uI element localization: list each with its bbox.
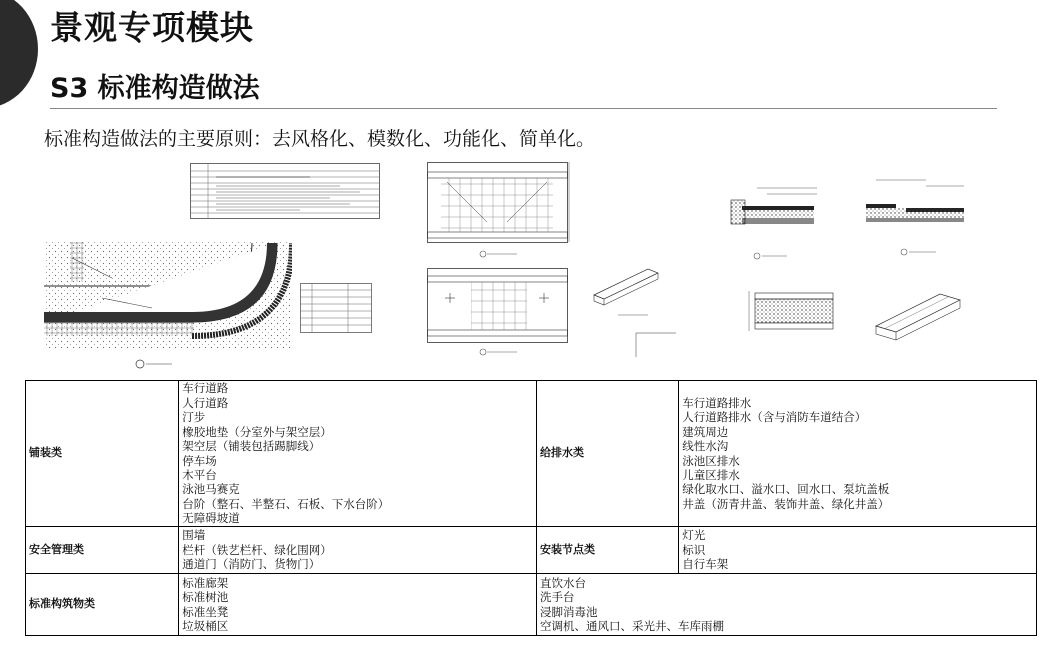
list-item: 通道门（消防门、货物门） (182, 557, 321, 572)
list-item: 绿化取水口、溢水口、回水口、泵坑盖板 (682, 482, 890, 497)
section-subtitle: S3 标准构造做法 (50, 73, 260, 104)
list-item: 车行道路排水 (682, 395, 752, 410)
category-cell: 标准构筑物类 (26, 574, 179, 636)
drawing-channel-detail (870, 282, 970, 364)
drawing-legend-table (300, 283, 372, 333)
list-item: 标准树池 (182, 590, 229, 605)
items-cell (179, 381, 537, 527)
list-item: 无障碍坡道 (182, 511, 240, 526)
corner-decoration (0, 0, 38, 108)
list-item: 栏杆（铁艺栏杆、绿化围网） (182, 542, 332, 557)
principle-text: 标准构造做法的主要原则：去风格化、模数化、功能化、简单化。 (44, 128, 596, 150)
list-item: 人行道路 (182, 395, 229, 410)
drawing-curb-detail (588, 265, 678, 357)
list-item: 垃圾桶区 (182, 618, 229, 633)
list-item: 建筑周边 (682, 424, 729, 439)
list-item: 人行道路排水（含与消防车道结合） (682, 410, 867, 425)
items-cell (679, 381, 1037, 527)
items-cell (179, 527, 537, 574)
list-item: 井盖（沥青井盖、装饰井盖、绿化井盖） (682, 496, 890, 511)
list-item: 自行车架 (682, 557, 729, 572)
list-item: 儿童区排水 (682, 467, 740, 482)
list-item: 泳池马赛克 (182, 482, 240, 497)
drawing-tile-plan-top (427, 162, 587, 262)
items-cell (679, 527, 1037, 574)
drawing-tile-plan-bottom (427, 268, 587, 360)
list-item: 汀步 (182, 410, 206, 425)
list-item: 标准廊架 (182, 575, 229, 590)
list-item: 灯光 (682, 528, 706, 543)
table-row (26, 574, 1037, 636)
drawing-gravel-section (745, 285, 837, 363)
table-row (26, 527, 1037, 574)
drawing-notes-table (190, 163, 380, 219)
category-cell: 安全管理类 (26, 527, 179, 574)
list-item: 台阶（整石、半整石、石板、下水台阶） (182, 496, 390, 511)
items-cell (179, 574, 537, 636)
list-item: 标准坐凳 (182, 604, 229, 619)
items-cell (537, 574, 1037, 636)
category-cell: 给排水类 (537, 381, 679, 527)
category-cell: 安装节点类 (537, 527, 679, 574)
list-item: 架空层（铺装包括踢脚线） (182, 439, 321, 454)
category-cell: 铺装类 (26, 381, 179, 527)
list-item: 橡胶地垫（分室外与架空层） (182, 424, 332, 439)
list-item: 浸脚消毒池 (540, 604, 598, 619)
list-item: 标识 (682, 542, 706, 557)
list-item: 泳池区排水 (682, 453, 740, 468)
page-title: 景观专项模块 (50, 8, 254, 47)
drawing-section-top-right (866, 172, 966, 260)
list-item: 洗手台 (540, 590, 575, 605)
list-item: 停车场 (182, 453, 217, 468)
list-item: 空调机、通风口、采光井、车库雨棚 (540, 618, 724, 633)
table-row (26, 381, 1037, 527)
drawing-section-top-left (727, 178, 827, 260)
list-item: 线性水沟 (682, 439, 729, 454)
module-table (25, 380, 1037, 636)
drawing-paving-plan (42, 238, 292, 370)
list-item: 车行道路 (182, 381, 229, 396)
header-divider (50, 108, 997, 109)
list-item: 围墙 (182, 528, 206, 543)
list-item: 直饮水台 (540, 575, 586, 590)
list-item: 木平台 (182, 467, 217, 482)
